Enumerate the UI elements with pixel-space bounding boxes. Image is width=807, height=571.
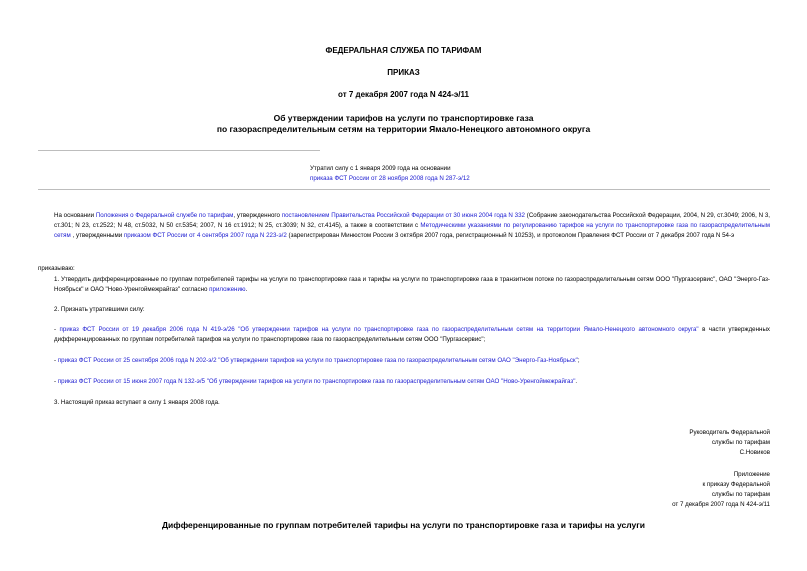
bullet-1-rest: в части утвержденных дифференцированных по группам потребителей тарифов на услуги по транспортировке газа по газораспределительным сетям ООО "Пургазсервис"; [54, 326, 770, 343]
link-appendix[interactable]: приложению [209, 286, 246, 293]
link-fst-regulation[interactable]: Положения о Федеральной службе по тарифам [95, 212, 234, 219]
status-note-link[interactable]: приказа ФСТ России от 28 ноября 2008 года N 287-э/12 [310, 175, 470, 182]
signature-line-1: Руководитель Федеральной [689, 429, 770, 436]
preamble-text-4: , утвержденными [70, 232, 124, 239]
link-methodical-guidelines[interactable]: Методическими указаниями по регулированию тарифов на услуги по транспортировке газа по газораспределительным сетям [54, 222, 770, 239]
bullet-dash: - [54, 326, 60, 333]
link-order-419[interactable]: приказ ФСТ России от 19 декабря 2006 года N 419-э/26 "Об утверждении тарифов на услуги по транспортировке газа по газораспределительным сетям на территории Ямало-Ненецкого автономного округа" [59, 326, 699, 333]
bullet-2-rest: ; [577, 357, 580, 364]
status-note-line: Утратил силу с 1 января 2009 года на основании [310, 165, 451, 172]
bullet-dash: - [54, 378, 58, 385]
preamble-paragraph [54, 211, 770, 241]
appendix-line-3: службы по тарифам [711, 491, 770, 498]
bullet-dash: - [54, 357, 58, 364]
signature-line-2: службы по тарифам [711, 439, 770, 446]
doc-title-line-2: по газораспределительным сетям на территории Ямало-Ненецкого автономного округа [216, 124, 591, 134]
appendix-line-2: к приказу Федеральной [702, 481, 770, 488]
preamble-text-3: (Собрание законодательства Российской Федерации, 2004, N 29, ст.3049; 2006, N 3, ст.301; N 23, ст.2522; N 48, ст.5032, N 50 ст.5354; 2007, N 16 ст.1912; N 25, ст.3039; N 32, ст.4145), а также в соответствии с [54, 212, 770, 229]
bullet-3 [54, 377, 770, 387]
separator-rule-top [38, 150, 320, 151]
doc-date-number: от 7 декабря 2007 года N 424-э/11 [338, 90, 469, 99]
preamble-text-1: На основании [54, 212, 96, 219]
item-1-end: . [245, 286, 248, 293]
doc-type: ПРИКАЗ [387, 68, 420, 77]
doc-title-line-1: Об утверждении тарифов на услуги по транспортировке газа [273, 113, 534, 123]
agency-name: ФЕДЕРАЛЬНАЯ СЛУЖБА ПО ТАРИФАМ [325, 46, 482, 55]
item-1-text: 1. Утвердить дифференцированные по группам потребителей тарифы на услуги по транспортировке газа и тарифы на услуги по транспортировке газа в транзитном потоке по газораспределительным сетям ООО "Пургазсервис", ОАО "Энерго-Газ-Ноябрьск" и ОАО "Ново-Уренгоймежрайгаз" согласно [54, 276, 770, 293]
item-1-paragraph [54, 275, 770, 295]
separator-rule-full [38, 189, 770, 190]
appendix-title: Дифференцированные по группам потребителей тарифы на услуги по транспортировке газа и тарифы на услуги [162, 520, 645, 530]
appendix-line-1: Приложение [733, 471, 770, 478]
signature-name: С.Новиков [739, 449, 770, 456]
bullet-3-rest: . [575, 378, 578, 385]
item-3-text: 3. Настоящий приказ вступает в силу 1 января 2008 года. [54, 399, 220, 406]
link-government-decree[interactable]: постановлением Правительства Российской Федерации от 30 июня 2004 года N 332 [281, 212, 525, 219]
preamble-text-2: , утвержденного [233, 212, 282, 219]
link-order-202[interactable]: приказ ФСТ России от 25 сентября 2006 года N 202-э/2 "Об утверждении тарифов на услуги по транспортировке газа по газораспределительным сетям ОАО "Энерго-Газ-Ноябрьск" [57, 357, 578, 364]
preamble-text-5: (зарегистрирован Минюстом России 3 октября 2007 года, регистрационный N 10253), и протоколом Правления ФСТ России от 7 декабря 2007 года N 54-э [286, 232, 735, 239]
link-order-132[interactable]: приказ ФСТ России от 15 июня 2007 года N 132-э/5 "Об утверждении тарифов на услуги по транспортировке газа по газораспределительным сетям ОАО "Ново-Уренгоймежрайгаз" [57, 378, 576, 385]
bullet-2 [54, 356, 770, 366]
link-fst-order-223[interactable]: приказом ФСТ России от 4 сентября 2007 года N 223-э/2 [123, 232, 287, 239]
item-2-text: 2. Признать утратившими силу: [54, 306, 145, 313]
orders-word: приказываю: [38, 265, 75, 272]
appendix-line-4: от 7 декабря 2007 года N 424-э/11 [672, 501, 770, 508]
bullet-1 [54, 325, 770, 345]
